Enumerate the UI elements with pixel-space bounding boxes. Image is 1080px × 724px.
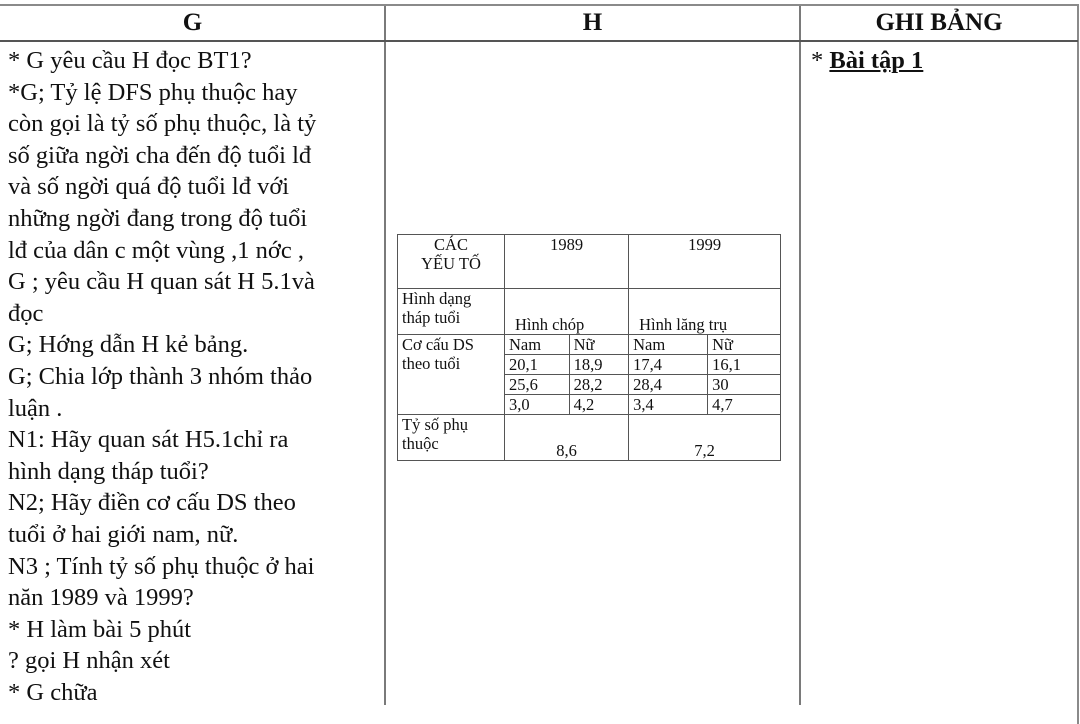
- text-line: và số ngời quá độ tuổi lđ với: [8, 173, 290, 201]
- sex-header: Nữ: [708, 335, 781, 355]
- board-notes-column: [811, 45, 923, 76]
- population-structure-table: [397, 234, 781, 461]
- text-line: lđ của dân c một vùng ,1 nớc ,: [8, 236, 304, 264]
- text-line: số giữa ngời cha đến độ tuổi lđ: [8, 141, 312, 169]
- teacher-activity-column: [8, 45, 380, 708]
- shape-1989: Hình chóp: [505, 289, 629, 335]
- sex-header: Nữ: [569, 335, 629, 355]
- bullet: *: [811, 47, 830, 74]
- text-line: N3 ; Tính tỷ số phụ thuộc ở hai: [8, 552, 315, 580]
- table-cell: 28,4: [629, 375, 708, 395]
- text-line: *G; Tỷ lệ DFS phụ thuộc hay: [8, 78, 298, 106]
- exercise-title: Bài tập 1: [829, 47, 924, 74]
- column-divider: [799, 6, 801, 705]
- text-line: ? gọi H nhận xét: [8, 647, 170, 675]
- table-cell: 28,2: [569, 375, 629, 395]
- text-line: G; Hớng dẫn H kẻ bảng.: [8, 331, 249, 359]
- text-line: * G yêu cầu H đọc BT1?: [8, 47, 252, 74]
- table-cell: 20,1: [505, 355, 570, 375]
- text-line: N1: Hãy quan sát H5.1chỉ ra: [8, 426, 289, 454]
- text-line: N2; Hãy điền cơ cấu DS theo: [8, 489, 296, 517]
- factor-header: [398, 235, 505, 289]
- table-cell: 4,7: [708, 395, 781, 415]
- year-1999-header: 1999: [629, 235, 781, 289]
- table-cell: 3,4: [629, 395, 708, 415]
- table-cell: 18,9: [569, 355, 629, 375]
- sex-header: Nam: [629, 335, 708, 355]
- shape-label-line: Hình dạng: [402, 289, 472, 308]
- table-cell: 3,0: [505, 395, 570, 415]
- header-g: G: [0, 6, 385, 42]
- text-line: năn 1989 và 1999?: [8, 584, 194, 612]
- text-line: đọc: [8, 299, 44, 327]
- header-h: H: [385, 6, 800, 42]
- shape-label-line: tháp tuổi: [402, 308, 461, 327]
- text-line: còn gọi là tỷ số phụ thuộc, là tỷ: [8, 110, 317, 138]
- text-line: G ; yêu cầu H quan sát H 5.1và: [8, 268, 315, 296]
- shape-1999: Hình lăng trụ: [629, 289, 781, 335]
- ratio-1989: 8,6: [505, 415, 629, 461]
- structure-label-line: Cơ cấu DS: [402, 335, 474, 354]
- sex-header: Nam: [505, 335, 570, 355]
- structure-label: [398, 335, 505, 415]
- text-line: * G chữa: [8, 678, 98, 706]
- table-cell: 16,1: [708, 355, 781, 375]
- year-1989-header: 1989: [505, 235, 629, 289]
- table-cell: 25,6: [505, 375, 570, 395]
- factor-header-line: CÁC: [434, 235, 468, 254]
- shape-label: [398, 289, 505, 335]
- text-line: tuổi ở hai giới nam, nữ.: [8, 520, 239, 548]
- text-line: những ngời đang trong độ tuổi: [8, 204, 308, 232]
- structure-label-line: theo tuổi: [402, 354, 461, 373]
- ratio-label: [398, 415, 505, 461]
- text-line: G; Chia lớp thành 3 nhóm thảo: [8, 362, 313, 390]
- column-divider: [384, 6, 386, 705]
- ratio-label-line: Tỷ số phụ: [402, 415, 468, 434]
- header-ghi-bang: GHI BẢNG: [800, 6, 1078, 42]
- text-line: * H làm bài 5 phút: [8, 615, 192, 643]
- ratio-1999: 7,2: [629, 415, 781, 461]
- table-cell: 4,2: [569, 395, 629, 415]
- table-cell: 30: [708, 375, 781, 395]
- ratio-label-line: thuộc: [402, 434, 439, 453]
- text-line: luận .: [8, 394, 63, 422]
- factor-header-line: YẾU TỐ: [421, 254, 481, 273]
- text-line: hình dạng tháp tuổi?: [8, 457, 209, 485]
- table-cell: 17,4: [629, 355, 708, 375]
